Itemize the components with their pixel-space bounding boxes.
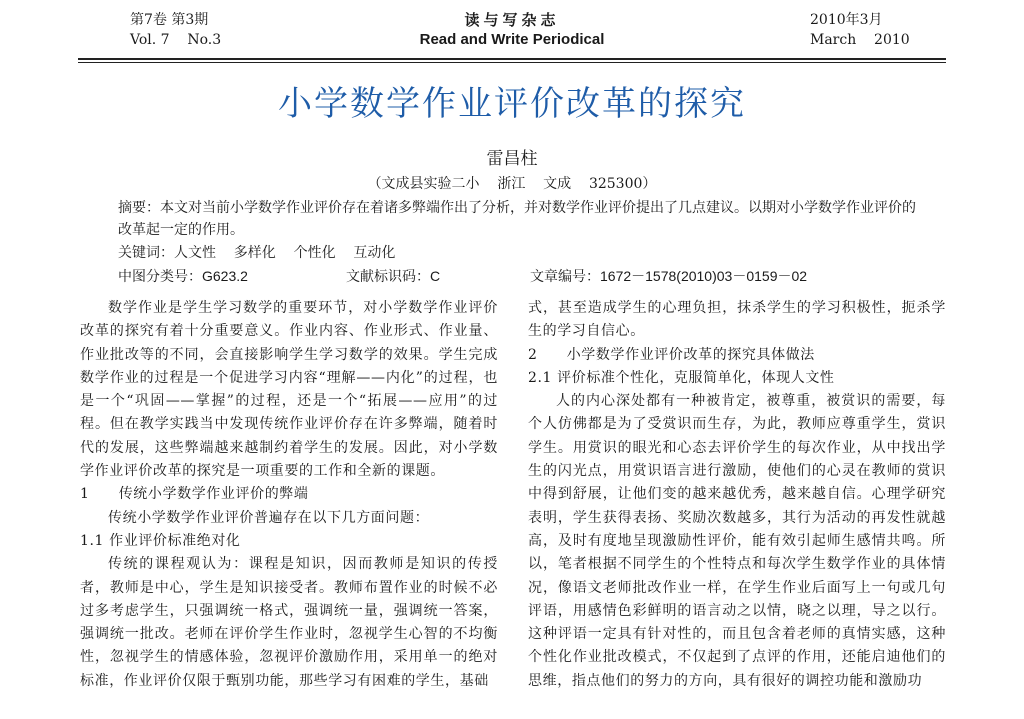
issue-date-en: March 2010 [810, 32, 910, 48]
document-code [346, 265, 440, 288]
volume-en: Vol. 7 No.3 [130, 32, 222, 48]
body-column-right [528, 297, 946, 693]
subsection-2-1-paragraph: 人的内心深处都有一种被肯定，被尊重，被赏识的需要，每个人仿佛都是为了受赏识而生存，为此，教师应尊重学生，赏识学生。用赏识的眼光和心态去评价学生的每次作业，从中找出学生的闪光点，用赏识语言进行激励，使他们的心灵在教师的赏识中得到舒展，让他们变的越来越优秀，越来越自信。心理学研究表明，学生获得表扬、奖励次数越多，其行为活动的再发性就越高，及时有度地呈现激励性评价，能有效引起师生感情共鸣。所以，笔者根据不同学生的个性特点和每次学生数学作业的具体情况，像语文老师批改作业一样，在学生作业后面写上一句或几句评语，用感情色彩鲜明的语言动之以情，晓之以理，导之以行。这种评语一定具有针对性的，而且包含着老师的真情实感，这种个性化作业批改模式，不仅起到了点评的作用，还能启迪他们的思维，指点他们的努力的方向，具有很好的调控功能和激励功 [528, 393, 946, 689]
author-affiliation: （文成县实验二小 浙江 文成 325300） [367, 176, 657, 192]
abstract-label: 摘要： [118, 200, 160, 216]
issue-date [810, 10, 910, 50]
section-heading-1: 1 传统小学数学作业评价的弊端 [80, 486, 309, 503]
body-column-left [80, 297, 498, 693]
subsection-heading-2-1: 2.1 评价标准个性化，克服简单化，体现人文性 [528, 369, 835, 386]
keywords-label: 关键词： [118, 245, 174, 261]
section-heading-2: 2 小学数学作业评价改革的探究具体做法 [528, 346, 815, 363]
abstract-text: 本文对当前小学数学作业评价存在着诸多弊端作出了分析，并对数学作业评价提出了几点建议。以期对小学数学作业评价的改革起一定的作用。 [118, 200, 916, 238]
journal-name-en: Read and Write Periodical [419, 31, 605, 48]
article-no-label: 文章编号： [530, 269, 600, 285]
clc-code [118, 265, 248, 288]
subsection-1-1-paragraph: 传统的课程观认为：课程是知识，因而教师是知识的传授者，教师是中心，学生是知识接受者。教师布置作业的时候不必过多考虑学生，只强调统一格式，强调统一量，强调统一答案，强调统一批改。老师在评价学生作业时，忽视学生心智的不均衡性，忽视学生的情感体验，忽视评价激励作用，采用单一的绝对标准，作业评价仅限于甄别功能，那些学习有困难的学生，基础 [80, 556, 498, 689]
intro-paragraph: 数学作业是学生学习数学的重要环节，对小学数学作业评价改革的探究有着十分重要意义。作业内容、作业形式、作业量、作业批改等的不同，会直接影响学生学习数学的效果。学生完成数学作业的过程是一个促进学习内容“理解——内化”的过程，也是一个“巩固——掌握”的过程，还是一个“拓展——应用”的过程。但在教学实践当中发现传统作业评价存在许多弊端，随着时代的发展，这些弊端越来越制约着学生的发展。因此，对小学数学作业评价改革的探究是一项重要的工作和全新的课题。 [80, 300, 498, 480]
section-1-intro: 传统小学数学作业评价普遍存在以下几方面问题： [108, 509, 430, 526]
clc-value: G623.2 [202, 268, 248, 284]
article-title: 小学数学作业评价改革的探究 [278, 84, 746, 124]
journal-name-zh: 读与写杂志 [464, 11, 560, 29]
clc-label: 中图分类号： [118, 269, 202, 285]
header-rule-thin [78, 62, 946, 63]
abstract [118, 197, 918, 241]
continued-paragraph: 式，甚至造成学生的心理负担，抹杀学生的学习积极性，扼杀学生的学习自信心。 [528, 300, 946, 340]
article-author: 雷昌柱 [486, 149, 538, 169]
keywords-text: 人文性 多样化 个性化 互动化 [174, 245, 396, 261]
article-number [530, 265, 807, 288]
header-rule-thick [78, 58, 946, 60]
doc-value: C [430, 268, 441, 284]
subsection-heading-1-1: 1.1 作业评价标准绝对化 [80, 532, 241, 549]
running-header [0, 10, 1024, 58]
issue-date-zh: 2010年3月 [810, 12, 883, 28]
article-no-value: 1672－1578(2010)03－0159－02 [600, 268, 808, 284]
volume-zh: 第7卷 第3期 [130, 12, 209, 28]
keywords [118, 242, 395, 264]
doc-label: 文献标识码： [346, 269, 430, 285]
